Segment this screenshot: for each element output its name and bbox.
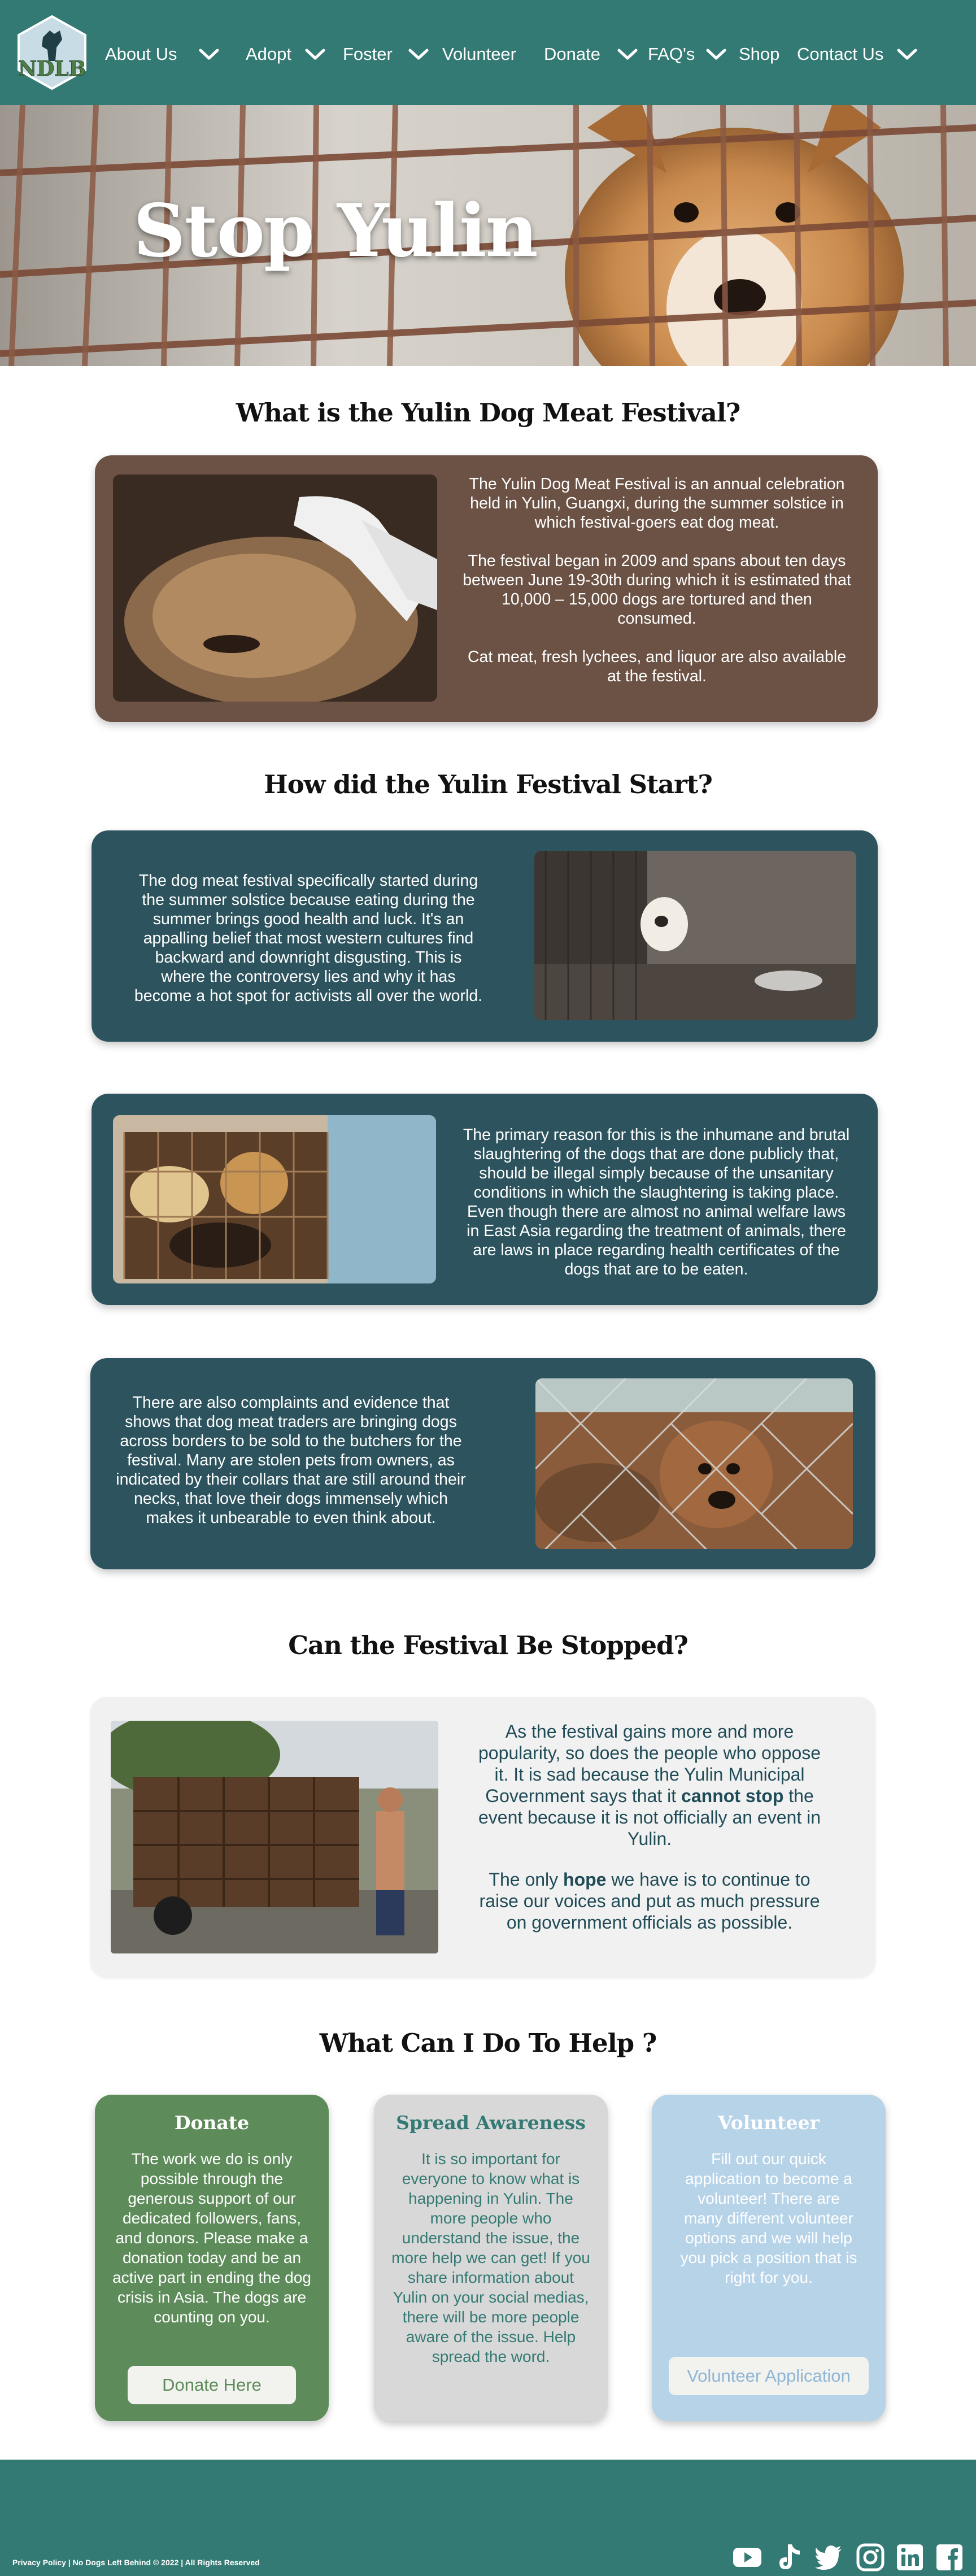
paragraph (474, 1869, 825, 1933)
hero-title: Stop Yulin (133, 189, 537, 273)
can-be-stopped-card (90, 1697, 875, 1977)
card-text (133, 871, 483, 1006)
nav-about-us[interactable] (105, 42, 219, 67)
donate-here-button[interactable]: Donate Here (128, 2366, 296, 2404)
what-is-festival-card (95, 455, 878, 722)
awareness-title: Spread Awareness (396, 2112, 586, 2134)
chevron-down-icon[interactable] (706, 49, 726, 60)
photo-dogs-on-truck (111, 1721, 438, 1953)
festival-start-card-3 (90, 1358, 875, 1569)
photo-dogs-in-wire-crate (113, 1115, 436, 1283)
nav-label: Donate (544, 44, 600, 64)
section-heading-what-is-yulin: What is the Yulin Dog Meat Festival? (236, 398, 740, 428)
paragraph: The festival began in 2009 and spans about ten days between June 19-30th during which it is estimated that 10,000 – 15,000 dogs are tortured and then consumed. (463, 552, 851, 628)
chevron-down-icon[interactable] (617, 49, 638, 60)
tiktok-icon[interactable] (775, 2542, 805, 2573)
nav-label: FAQ's (648, 44, 695, 64)
top-navigation-bar (0, 0, 976, 105)
volunteer-application-button[interactable]: Volunteer Application (669, 2357, 869, 2395)
youtube-icon[interactable] (732, 2542, 762, 2573)
paragraph: There are also complaints and evidence that shows that dog meat traders are bringing dogs across borders to be sold to the butchers for the festival. Many are stolen pets from owners, as indicated by their collars that are still around their necks, that love their dogs immensely which makes it unbearable to even think about. (116, 1394, 466, 1527)
text: As the festival gains more and more popularity, so does the people who oppose it. It is sad because the Yulin Municipal Government says that it (478, 1721, 821, 1806)
nav-label: Foster (343, 44, 393, 64)
twitter-icon[interactable] (813, 2542, 844, 2573)
paragraph: Cat meat, fresh lychees, and liquor are also available at the festival. (467, 648, 847, 685)
facebook-icon[interactable] (934, 2542, 965, 2573)
logo-text: NDLB (18, 57, 86, 81)
nav-foster[interactable] (343, 42, 429, 67)
section-heading-can-be-stopped: Can the Festival Be Stopped? (288, 1630, 688, 1660)
card-text (459, 1125, 854, 1279)
section-heading-how-to-help: What Can I Do To Help ? (319, 2028, 657, 2058)
volunteer-body: Fill out our quick application to become a volunteer! There are many different volunteer options and we will help you pick a position that is right for you. (680, 2150, 857, 2286)
hero-banner (0, 105, 976, 366)
nav-volunteer[interactable] (442, 42, 516, 67)
section-heading-how-did-start: How did the Yulin Festival Start? (264, 769, 712, 799)
can-be-stopped-text (474, 1721, 825, 1933)
footer (0, 2460, 976, 2576)
nav-faqs[interactable] (648, 42, 726, 67)
text: we have is to continue to raise our voices and put as much pressure on government officials as possible. (479, 1869, 820, 1933)
nav-contact-us[interactable] (797, 42, 917, 67)
footer-legal-text: Privacy Policy | No Dogs Left Behind © 2022 | All Rights Reserved (12, 2558, 260, 2567)
text: The only (489, 1869, 564, 1890)
nav-label: Contact Us (797, 44, 884, 64)
text: the event because it is not officially an event in Yulin. (478, 1786, 821, 1849)
paragraph: The Yulin Dog Meat Festival is an annual celebration held in Yulin, Guangxi, during the summer solstice in which festival-goers eat dog meat. (469, 475, 845, 532)
donate-title: Donate (174, 2112, 250, 2134)
what-is-festival-text (462, 475, 852, 686)
chevron-down-icon[interactable] (897, 49, 917, 60)
linkedin-icon[interactable] (895, 2542, 925, 2573)
nav-adopt[interactable] (246, 42, 325, 67)
spread-awareness-card (374, 2095, 608, 2421)
volunteer-title: Volunteer (718, 2112, 820, 2134)
donate-card (95, 2095, 329, 2421)
paragraph: The dog meat festival specifically started during the summer solstice because eating during the summer brings good health and luck. It's an appalling belief that most western cultures find backward and downright disgusting. This is where the controversy lies and why it has become a hot spot for activists all over the world. (134, 872, 483, 1005)
festival-start-card-1 (91, 830, 878, 1042)
paragraph (474, 1721, 825, 1850)
photo-dog-behind-chain-fence (535, 1378, 853, 1549)
nav-donate[interactable] (544, 42, 638, 67)
chevron-down-icon[interactable] (408, 49, 429, 60)
donate-body: The work we do is only possible through the generous support of our dedicated followers, fans, and donors. Please make a donation today and be an active part in ending the dog crisis in Asia. The dogs are counting on you. (112, 2150, 311, 2326)
instagram-icon[interactable] (855, 2542, 886, 2573)
paragraph: The primary reason for this is the inhumane and brutal slaughtering of the dogs that are done publicly that, should be illegal simply because of the unsanitary conditions in which the slaughtering is taking place. Even though there are almost no animal welfare laws in East Asia regarding the treatment of animals, there are laws in place regarding health certificates of the dogs that are to be eaten. (463, 1126, 850, 1278)
volunteer-card (652, 2095, 886, 2421)
chevron-down-icon[interactable] (305, 49, 325, 60)
nav-label: About Us (105, 44, 177, 64)
nav-shop[interactable] (739, 42, 779, 67)
emphasis: cannot stop (681, 1786, 784, 1806)
emphasis: hope (563, 1869, 607, 1890)
chevron-down-icon[interactable] (199, 49, 219, 60)
nav-label: Shop (739, 44, 780, 64)
photo-dog-in-cage (534, 851, 856, 1020)
photo-sad-dog-being-pet (113, 475, 437, 702)
ndlb-logo[interactable] (15, 15, 89, 90)
card-text (114, 1393, 468, 1528)
festival-start-card-2 (91, 1094, 878, 1305)
nav-label: Volunteer (442, 44, 516, 64)
awareness-body: It is so important for everyone to know what is happening in Yulin. The more people who understand the issue, the more help we can get! If you share information about Yulin on your social medias, there will be more people aware of the issue. Help spread the word. (391, 2150, 590, 2365)
nav-label: Adopt (246, 44, 292, 64)
